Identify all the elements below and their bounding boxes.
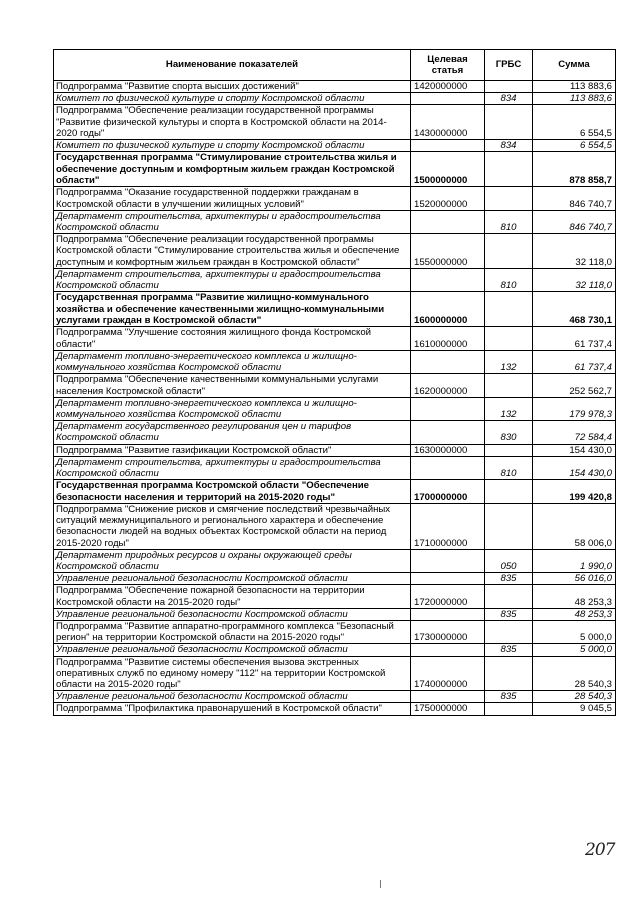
table-row (54, 620, 616, 643)
cell-sum: 32 118,0 (533, 234, 616, 269)
cell-grbs: 835 (485, 691, 533, 703)
cell-code (411, 397, 485, 420)
table-row (54, 421, 616, 444)
cell-sum: 61 737,4 (533, 350, 616, 373)
table-row (54, 703, 616, 715)
cell-grbs (485, 81, 533, 93)
table-row (54, 292, 616, 327)
cell-code: 1630000000 (411, 444, 485, 456)
cell-grbs (485, 105, 533, 140)
cell-sum: 1 990,0 (533, 549, 616, 572)
cell-code: 1500000000 (411, 152, 485, 187)
table-row (54, 105, 616, 140)
cell-grbs: 132 (485, 397, 533, 420)
cell-grbs (485, 620, 533, 643)
cell-code: 1620000000 (411, 374, 485, 397)
cell-grbs (485, 656, 533, 691)
table-row (54, 210, 616, 233)
cell-grbs: 835 (485, 608, 533, 620)
cell-sum: 179 978,3 (533, 397, 616, 420)
cell-name: Подпрограмма "Оказание государственной поддержки гражданам в Костромской области в улучшении жилищных условий" (54, 187, 411, 210)
cell-sum: 28 540,3 (533, 656, 616, 691)
cell-grbs (485, 480, 533, 504)
cell-sum: 56 016,0 (533, 573, 616, 585)
cell-code (411, 350, 485, 373)
table-row (54, 585, 616, 608)
table-row (54, 644, 616, 656)
table-header-row (54, 50, 616, 81)
header-name: Наименование показателей (54, 50, 411, 81)
cell-sum: 48 253,3 (533, 585, 616, 608)
cell-code: 1610000000 (411, 327, 485, 350)
cell-name: Департамент государственного регулирования цен и тарифов Костромской области (54, 421, 411, 444)
table-row (54, 152, 616, 187)
scan-mark (380, 880, 381, 888)
cell-grbs (485, 234, 533, 269)
cell-name: Подпрограмма "Профилактика правонарушений в Костромской области" (54, 703, 411, 715)
cell-code: 1430000000 (411, 105, 485, 140)
cell-sum: 252 562,7 (533, 374, 616, 397)
cell-code: 1700000000 (411, 480, 485, 504)
cell-grbs: 132 (485, 350, 533, 373)
cell-sum: 878 858,7 (533, 152, 616, 187)
table-row (54, 397, 616, 420)
cell-grbs (485, 585, 533, 608)
header-sum: Сумма (533, 50, 616, 81)
cell-sum: 199 420,8 (533, 480, 616, 504)
cell-name: Государственная программа Костромской области "Обеспечение безопасности населения и территорий на 2015-2020 годы" (54, 480, 411, 504)
header-code: Целевая статья (411, 50, 485, 81)
cell-code: 1750000000 (411, 703, 485, 715)
cell-grbs: 835 (485, 573, 533, 585)
table-row (54, 140, 616, 152)
cell-grbs: 830 (485, 421, 533, 444)
cell-name: Подпрограмма "Снижение рисков и смягчение последствий чрезвычайных ситуаций межмуниципального и регионального характера и обеспечение безопасности людей на водных объектах Костромской области на период 2015-2020 годы" (54, 503, 411, 549)
cell-grbs (485, 503, 533, 549)
cell-grbs (485, 444, 533, 456)
table-row (54, 480, 616, 504)
cell-sum: 846 740,7 (533, 187, 616, 210)
cell-code (411, 140, 485, 152)
cell-grbs: 810 (485, 268, 533, 291)
cell-sum: 113 883,6 (533, 93, 616, 105)
table-row (54, 234, 616, 269)
cell-sum: 846 740,7 (533, 210, 616, 233)
cell-sum: 32 118,0 (533, 268, 616, 291)
cell-name: Подпрограмма "Обеспечение реализации государственной программы "Развитие физической культуры и спорта в Костромской области на 2014-2020 годы" (54, 105, 411, 140)
table-row (54, 573, 616, 585)
table-row (54, 608, 616, 620)
table-row (54, 444, 616, 456)
cell-code: 1730000000 (411, 620, 485, 643)
cell-grbs (485, 327, 533, 350)
cell-sum: 5 000,0 (533, 620, 616, 643)
cell-sum: 113 883,6 (533, 81, 616, 93)
table-row (54, 503, 616, 549)
cell-name: Подпрограмма "Улучшение состояния жилищного фонда Костромской области" (54, 327, 411, 350)
cell-name: Департамент строительства, архитектуры и градостроительства Костромской области (54, 210, 411, 233)
cell-code: 1710000000 (411, 503, 485, 549)
cell-code: 1420000000 (411, 81, 485, 93)
cell-sum: 468 730,1 (533, 292, 616, 327)
cell-grbs: 050 (485, 549, 533, 572)
cell-grbs: 810 (485, 456, 533, 479)
cell-grbs (485, 292, 533, 327)
table-row (54, 374, 616, 397)
table-row (54, 81, 616, 93)
page-number: 207 (585, 840, 615, 860)
cell-code: 1550000000 (411, 234, 485, 269)
cell-name: Департамент природных ресурсов и охраны окружающей среды Костромской области (54, 549, 411, 572)
cell-sum: 72 584,4 (533, 421, 616, 444)
table-row (54, 456, 616, 479)
cell-grbs (485, 187, 533, 210)
cell-code: 1520000000 (411, 187, 485, 210)
cell-name: Управление региональной безопасности Костромской области (54, 608, 411, 620)
cell-sum: 154 430,0 (533, 444, 616, 456)
cell-name: Департамент строительства, архитектуры и градостроительства Костромской области (54, 456, 411, 479)
cell-code (411, 268, 485, 291)
cell-code (411, 93, 485, 105)
cell-code: 1720000000 (411, 585, 485, 608)
cell-name: Подпрограмма "Обеспечение качественными коммунальными услугами населения Костромской области" (54, 374, 411, 397)
table-row (54, 187, 616, 210)
cell-name: Подпрограмма "Развитие аппаратно-программного комплекса "Безопасный регион" на территории Костромской области на 2015-2020 годы" (54, 620, 411, 643)
cell-code (411, 608, 485, 620)
cell-name: Департамент строительства, архитектуры и градостроительства Костромской области (54, 268, 411, 291)
cell-grbs: 810 (485, 210, 533, 233)
cell-sum: 61 737,4 (533, 327, 616, 350)
budget-table (53, 49, 616, 716)
cell-code: 1600000000 (411, 292, 485, 327)
cell-code (411, 549, 485, 572)
cell-name: Управление региональной безопасности Костромской области (54, 691, 411, 703)
cell-grbs (485, 152, 533, 187)
cell-code (411, 421, 485, 444)
cell-grbs: 835 (485, 644, 533, 656)
cell-sum: 5 000,0 (533, 644, 616, 656)
cell-name: Департамент топливно-энергетического комплекса и жилищно-коммунального хозяйства Костромской области (54, 350, 411, 373)
table-row (54, 93, 616, 105)
cell-code (411, 210, 485, 233)
cell-sum: 48 253,3 (533, 608, 616, 620)
cell-code (411, 456, 485, 479)
cell-sum: 9 045,5 (533, 703, 616, 715)
cell-code (411, 573, 485, 585)
cell-sum: 6 554,5 (533, 140, 616, 152)
cell-code: 1740000000 (411, 656, 485, 691)
cell-name: Департамент топливно-энергетического комплекса и жилищно-коммунального хозяйства Костромской области (54, 397, 411, 420)
cell-code (411, 691, 485, 703)
cell-name: Комитет по физической культуре и спорту Костромской области (54, 93, 411, 105)
cell-grbs: 834 (485, 93, 533, 105)
cell-sum: 58 006,0 (533, 503, 616, 549)
table-row (54, 549, 616, 572)
table-body (54, 81, 616, 716)
cell-name: Подпрограмма "Развитие спорта высших достижений" (54, 81, 411, 93)
table-row (54, 691, 616, 703)
cell-name: Государственная программа "Стимулирование строительства жилья и обеспечение доступным и комфортным жильем граждан Костромской области" (54, 152, 411, 187)
table-row (54, 656, 616, 691)
cell-grbs (485, 703, 533, 715)
cell-name: Управление региональной безопасности Костромской области (54, 573, 411, 585)
cell-name: Подпрограмма "Развитие системы обеспечения вызова экстренных оперативных служб по единому номеру "112" на территории Костромской области на 2015-2020 годы" (54, 656, 411, 691)
table-row (54, 327, 616, 350)
table-row (54, 268, 616, 291)
cell-name: Комитет по физической культуре и спорту Костромской области (54, 140, 411, 152)
cell-grbs (485, 374, 533, 397)
budget-table-sheet (53, 49, 615, 716)
table-row (54, 350, 616, 373)
header-grbs: ГРБС (485, 50, 533, 81)
cell-sum: 154 430,0 (533, 456, 616, 479)
cell-name: Подпрограмма "Обеспечение реализации государственной программы Костромской области "Стимулирование строительства жилья и обеспечение доступным и комфортным жильем граждан в Костромской области" (54, 234, 411, 269)
cell-name: Подпрограмма "Обеспечение пожарной безопасности на территории Костромской области на 2015-2020 годы" (54, 585, 411, 608)
cell-sum: 6 554,5 (533, 105, 616, 140)
cell-name: Государственная программа "Развитие жилищно-коммунального хозяйства и обеспечение качественными жилищно-коммунальными услугами граждан в Костромской области" (54, 292, 411, 327)
cell-sum: 28 540,3 (533, 691, 616, 703)
cell-name: Подпрограмма "Развитие газификации Костромской области" (54, 444, 411, 456)
cell-name: Управление региональной безопасности Костромской области (54, 644, 411, 656)
cell-code (411, 644, 485, 656)
cell-grbs: 834 (485, 140, 533, 152)
